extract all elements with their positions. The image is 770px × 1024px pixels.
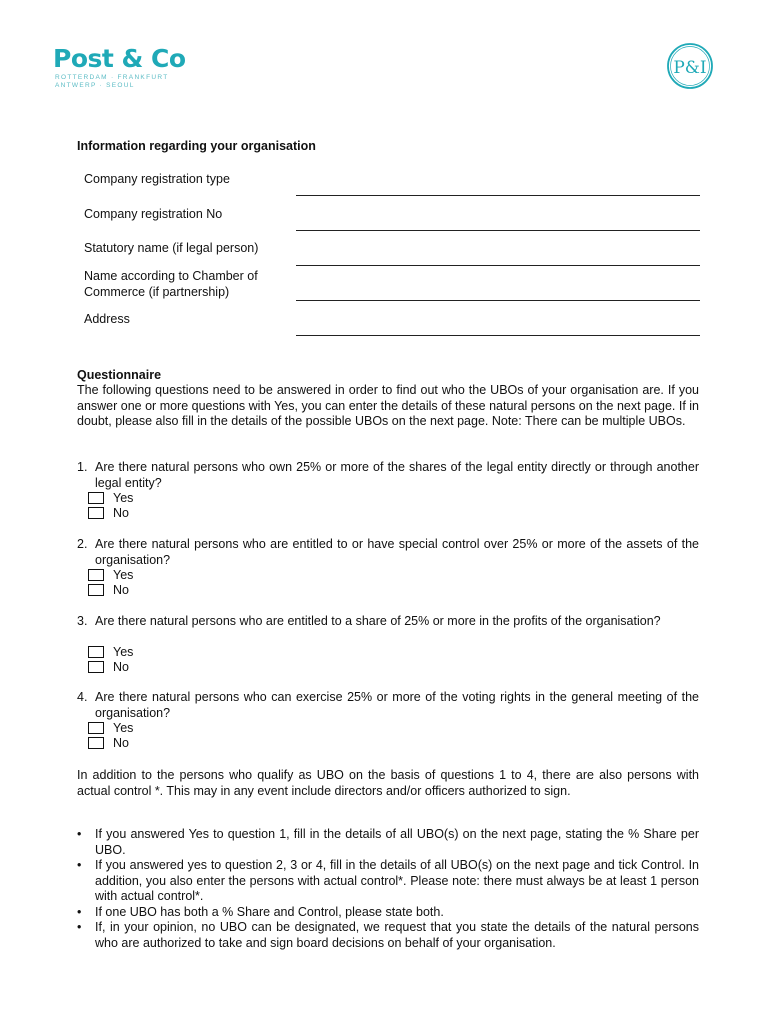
checkbox-yes[interactable] [88, 722, 104, 734]
pi-seal-logo [666, 42, 714, 90]
question-3 [77, 614, 699, 674]
list-item [77, 920, 699, 951]
bullet-icon: • [77, 858, 82, 872]
option-no-label: No [113, 660, 129, 674]
seal-text: P&I [673, 58, 707, 78]
question-2 [77, 537, 699, 597]
list-item [77, 858, 699, 905]
field-input-chamber-name[interactable] [296, 300, 700, 301]
field-label-chamber-name: Name according to Chamber of Commerce (if partnership) [84, 269, 258, 299]
list-item-text: If you answered Yes to question 1, fill in the details of all UBO(s) on the next page, stating the % Share per UBO. [95, 827, 699, 857]
questionnaire-intro: The following questions need to be answered in order to find out who the UBOs of your organisation are. If you answer one or more questions with Yes, you can enter the details of these natural persons on the next page. If in doubt, please also fill in the details of the possible UBOs on the next page. Note: There can be multiple UBOs. [77, 383, 699, 428]
questionnaire-title: Questionnaire [77, 368, 162, 382]
field-input-address[interactable] [296, 335, 700, 336]
additional-control-paragraph: In addition to the persons who qualify as UBO on the basis of questions 1 to 4, there are also persons with actual control *. This may in any event include directors and/or officers authorized to sign. [77, 768, 699, 798]
question-number: 2. [77, 537, 88, 551]
field-input-registration-type[interactable] [296, 195, 700, 196]
option-yes-label: Yes [113, 568, 134, 582]
instructions-list [77, 827, 699, 951]
question-text: Are there natural persons who can exercise 25% or more of the voting rights in the general meeting of the organisation? [95, 690, 699, 720]
bullet-icon: • [77, 827, 82, 841]
checkbox-no[interactable] [88, 584, 104, 596]
field-input-registration-no[interactable] [296, 230, 700, 231]
option-no-label: No [113, 506, 129, 520]
question-1 [77, 460, 699, 520]
checkbox-yes[interactable] [88, 646, 104, 658]
question-text: Are there natural persons who are entitled to a share of 25% or more in the profits of the organisation? [95, 614, 661, 628]
list-item [77, 905, 699, 921]
option-yes-label: Yes [113, 491, 134, 505]
field-label-statutory-name: Statutory name (if legal person) [84, 241, 259, 255]
field-label-registration-no: Company registration No [84, 207, 223, 221]
question-text: Are there natural persons who own 25% or more of the shares of the legal entity directly or through another legal entity? [95, 460, 699, 490]
brand-locations [55, 74, 168, 90]
field-input-statutory-name[interactable] [296, 265, 700, 266]
brand-locations-line1: ROTTERDAM · FRANKFURT [55, 74, 169, 81]
list-item-text: If one UBO has both a % Share and Control, please state both. [95, 904, 444, 919]
brand-locations-line2: ANTWERP · SEOUL [55, 82, 135, 89]
list-item-text: If, in your opinion, no UBO can be designated, we request that you state the details of the natural persons who are authorized to take and sign board decisions on behalf of your organisation. [95, 920, 699, 950]
list-item-text: If you answered yes to question 2, 3 or 4, fill in the details of all UBO(s) on the next page and tick Control. In addition, you also enter the persons with actual control*. Please note: there must always be at least 1 person with actual control*. [95, 858, 699, 903]
brand-logo-title: Post & Co [53, 44, 186, 73]
question-number: 4. [77, 690, 88, 704]
bullet-icon: • [77, 920, 82, 934]
organisation-section-title: Information regarding your organisation [77, 139, 316, 153]
option-no-label: No [113, 736, 129, 750]
question-number: 1. [77, 460, 88, 474]
list-item [77, 827, 699, 858]
field-label-registration-type: Company registration type [84, 172, 230, 186]
option-yes-label: Yes [113, 721, 134, 735]
question-number: 3. [77, 614, 88, 628]
checkbox-yes[interactable] [88, 492, 104, 504]
option-no-label: No [113, 583, 129, 597]
checkbox-no[interactable] [88, 661, 104, 673]
checkbox-no[interactable] [88, 507, 104, 519]
field-label-address: Address [84, 312, 130, 326]
bullet-icon: • [77, 904, 82, 919]
option-yes-label: Yes [113, 645, 134, 659]
checkbox-no[interactable] [88, 737, 104, 749]
question-text: Are there natural persons who are entitled to or have special control over 25% or more of the assets of the organisation? [95, 537, 699, 567]
question-4 [77, 690, 699, 750]
checkbox-yes[interactable] [88, 569, 104, 581]
